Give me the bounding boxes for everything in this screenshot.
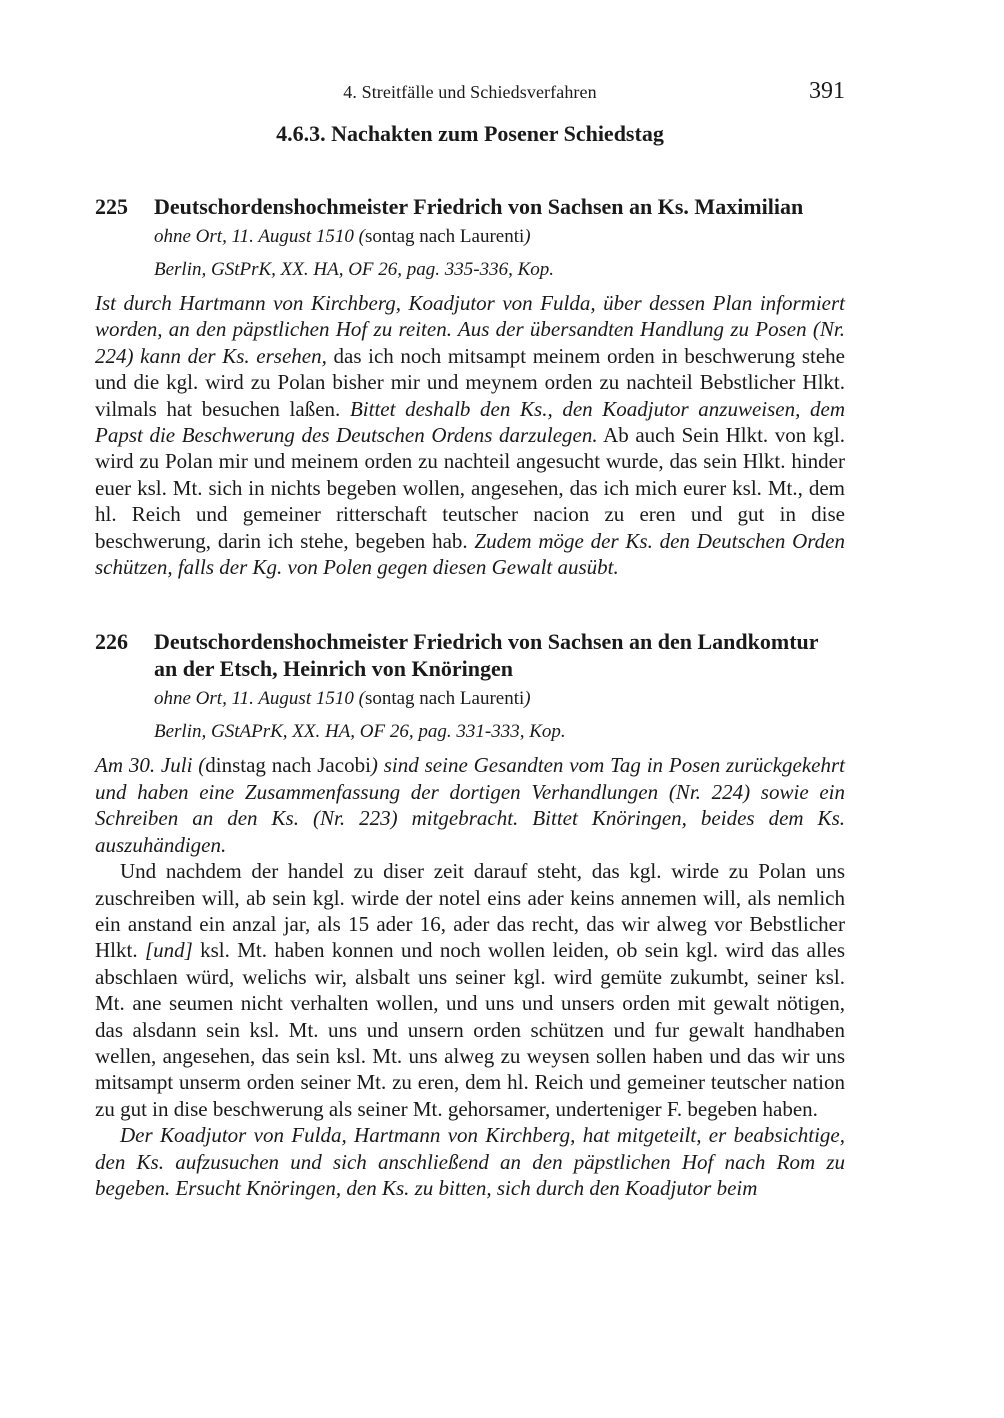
body-paragraph: [95, 1122, 845, 1201]
document-entry-225: [95, 193, 845, 580]
entry-date-original: sontag nach Laurenti: [364, 226, 525, 247]
entry-date-close: ): [524, 688, 531, 710]
document-page: [95, 78, 845, 1201]
quoted-text: ksl. Mt. haben konnen und noch wollen leiden, ob sein kgl. wird das alles abschlaen würd, welichs wir, alsbalt uns seiner kgl. wird gemüte zukumbt, seiner ksl. Mt. ane seumen nicht verhalten wollen, und uns und unsers orden mit gewalt nötigen, das alsdann sein ksl. Mt. uns und unsern orden schützen und fur gewalt handhaben wellen, angesehen, das sein ksl. Mt. uns alweg zu weysen sollen haben und das wir uns mitsampt unserm orden seiner Mt. zu eren, dem hl. Reich und gemeiner teutscher nation zu gut in dise beschwerung als seiner Mt. gehorsamer, underteniger F. begeben haben.: [95, 938, 845, 1121]
entry-heading: [95, 193, 845, 220]
body-paragraph: [95, 858, 845, 1122]
entry-date: ohne Ort, 11. August 1510 (: [154, 226, 365, 247]
entry-source-line: [154, 715, 845, 748]
body-paragraph: [95, 752, 845, 858]
regest-text: Ist durch Hartmann von Kirchberg, Koadjutor von Fulda, über dessen Plan informiert worden, an den päpstlichen Hof zu reiten. Aus der übersandten Handlung zu Posen (Nr. 224) kann der Ks. ersehen,: [95, 291, 845, 368]
entry-date-original: sontag nach Laurenti: [364, 688, 525, 710]
editorial-insertion: [und]: [144, 938, 193, 963]
entry-date-line: [154, 220, 845, 253]
entry-source-line: [154, 253, 845, 286]
page-number: 391: [809, 78, 845, 104]
section-heading: 4.6.3. Nachakten zum Posener Schiedstag: [276, 121, 664, 146]
regest-text: ) sind seine Gesandten vom Tag in Posen zurückgekehrt und haben eine Zusammenfassung der dortigen Verhandlungen (Nr. 224) sowie ein Schreiben an den Ks. (Nr. 223) mitgebracht. Bittet Knöringen, beides dem Ks. auszuhändigen.: [95, 753, 846, 857]
quoted-text: Und nachdem der handel zu diser zeit darauf steht, das kgl. wirde zu Polan uns zuschreiben will, ab sein kgl. wirde der notel eins ader keins annemen will, als nemlich ein anstand ein anzal jar, als 15 ader 16, ader das recht, das wir alweg vor Bebstlicher Hlkt.: [95, 859, 845, 963]
entry-heading: [95, 628, 845, 682]
entry-number: 226: [95, 629, 128, 655]
running-head-title: 4. Streitfälle und Schiedsverfahren: [343, 82, 597, 102]
entry-date-line: [154, 682, 845, 715]
regest-text: Der Koadjutor von Fulda, Hartmann von Kirchberg, hat mitgeteilt, er beabsichtige, den Ks. aufzusuchen und sich anschließend an den päpstlichen Hof nach Rom zu begeben. Ersucht Knöringen, den Ks. zu bitten, sich durch den Koadjutor beim: [95, 1123, 845, 1200]
entry-body: [95, 290, 845, 580]
entry-date-close: ): [524, 226, 531, 247]
entry-title: Deutschordenshochmeister Friedrich von Sachsen an Ks. Maximilian: [154, 194, 804, 219]
entry-title: Deutschordenshochmeister Friedrich von Sachsen an den Landkomtur an der Etsch, Heinrich von Knöringen: [154, 629, 819, 682]
entry-source: Berlin, GStPrK, XX. HA, OF 26, pag. 335-336, Kop.: [154, 259, 555, 280]
regest-text: Bittet deshalb den Ks., den Koadjutor anzuweisen, dem Papst die Beschwerung des Deutschen Ordens darzulegen.: [95, 396, 846, 448]
quoted-text: Ab auch Sein Hlkt. von kgl. wird zu Polan mir und meinem orden zu nachteil angesucht wurde, das sein Hlkt. hinder euer ksl. Mt. sich in nichts begeben wollen, angesehen, das ich mich eurer ksl. Mt., dem hl. Reich und gemeiner ritterschaft teutscher nacion zu eren und gut in dise beschwerung, darin ich stehe, begeben hab.: [95, 423, 845, 553]
quoted-text: dinstag nach Jacobi: [205, 753, 371, 778]
body-paragraph: [95, 290, 845, 580]
entry-source: Berlin, GStAPrK, XX. HA, OF 26, pag. 331-333, Kop.: [154, 721, 566, 743]
document-entry-226: [95, 628, 845, 1201]
entry-date: ohne Ort, 11. August 1510 (: [154, 688, 365, 710]
entry-number: 225: [95, 194, 128, 219]
entry-body: [95, 752, 845, 1201]
running-head: [95, 78, 845, 110]
regest-text: Zudem möge der Ks. den Deutschen Orden schützen, falls der Kg. von Polen gegen diesen Gewalt ausübt.: [95, 528, 845, 580]
regest-text: Am 30. Juli (: [95, 753, 206, 778]
quoted-text: das ich noch mitsampt meinem orden in beschwerung stehe und die kgl. wird zu Polan bisher mir und meynem orden zu nachteil Bebstlicher Hlkt. vilmals hat besuchen laßen.: [95, 343, 845, 421]
